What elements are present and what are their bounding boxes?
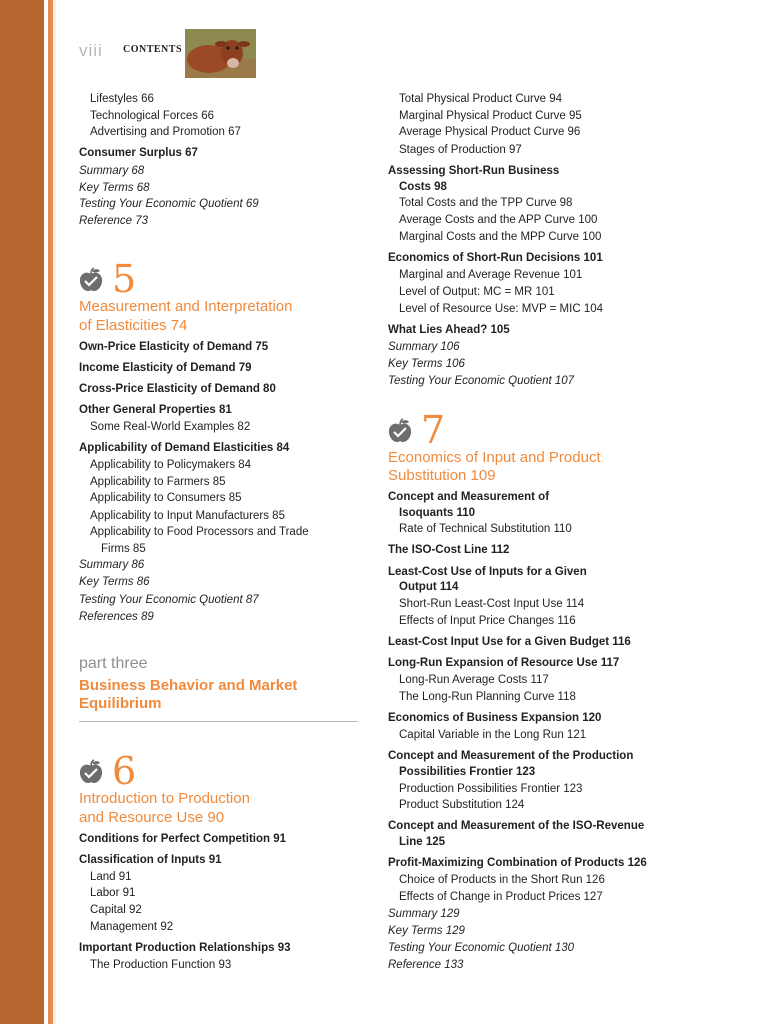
toc-entry: References 89 (79, 611, 154, 623)
toc-entry: Effects of Change in Product Prices 127 (399, 891, 603, 903)
chapter-5-title-line1: Measurement and Interpretation (79, 298, 293, 315)
toc-entry: Firms 85 (101, 543, 146, 555)
toc-entry: Technological Forces 66 (90, 110, 215, 122)
chapter-7-title-line2: Substitution 109 (388, 467, 496, 484)
toc-entry: Total Costs and the TPP Curve 98 (399, 197, 573, 209)
toc-entry: Advertising and Promotion 67 (90, 126, 241, 138)
toc-entry: Choice of Products in the Short Run 126 (399, 874, 605, 886)
toc-entry: Conditions for Perfect Competition 91 (79, 833, 287, 845)
toc-entry: Marginal Costs and the MPP Curve 100 (399, 231, 602, 243)
toc-entry: Cross-Price Elasticity of Demand 80 (79, 383, 276, 395)
toc-entry: Production Possibilities Frontier 123 (399, 783, 583, 795)
toc-entry: Land 91 (90, 871, 132, 883)
toc-entry: Capital Variable in the Long Run 121 (399, 729, 587, 741)
part-title-line2: Equilibrium (79, 695, 162, 712)
part-label: part three (79, 655, 148, 672)
toc-entry: Testing Your Economic Quotient 69 (79, 198, 259, 210)
toc-entry: Summary 68 (79, 165, 145, 177)
toc-entry: What Lies Ahead? 105 (388, 324, 510, 336)
chapter-7-title-line1: Economics of Input and Product (388, 449, 601, 466)
toc-entry: Assessing Short-Run Business (388, 165, 560, 177)
toc-entry: Applicability of Demand Elasticities 84 (79, 442, 290, 454)
toc-entry: Summary 129 (388, 908, 460, 920)
toc-entry: Marginal and Average Revenue 101 (399, 269, 583, 281)
toc-entry: Own-Price Elasticity of Demand 75 (79, 341, 269, 353)
toc-entry: Economics of Business Expansion 120 (388, 712, 602, 724)
page-number: viii (79, 41, 103, 60)
toc-entry: Economics of Short-Run Decisions 101 (388, 252, 603, 264)
toc-entry: Management 92 (90, 921, 174, 933)
apple-icon (79, 267, 103, 298)
toc-entry: Testing Your Economic Quotient 130 (388, 942, 575, 954)
chapter-6-number: 6 (112, 749, 137, 793)
toc-entry: The Long-Run Planning Curve 118 (399, 691, 576, 703)
toc-entry: Total Physical Product Curve 94 (399, 93, 562, 105)
toc-entry: Costs 98 (399, 181, 447, 193)
toc-entry: Level of Resource Use: MVP = MIC 104 (399, 303, 604, 315)
toc-entry: Income Elasticity of Demand 79 (79, 362, 252, 374)
toc-entry: Applicability to Consumers 85 (90, 492, 242, 504)
toc-entry: Stages of Production 97 (399, 144, 522, 156)
toc-entry: Marginal Physical Product Curve 95 (399, 110, 582, 122)
toc-entry: Level of Output: MC = MR 101 (399, 286, 555, 298)
toc-entry: Possibilities Frontier 123 (399, 766, 536, 778)
toc-entry: Applicability to Input Manufacturers 85 (90, 510, 285, 522)
toc-entry: Key Terms 86 (79, 576, 150, 588)
toc-entry: Key Terms 106 (388, 358, 465, 370)
toc-entry: Classification of Inputs 91 (79, 854, 222, 866)
chapter-5-number: 5 (112, 257, 137, 301)
toc-entry: Testing Your Economic Quotient 107 (388, 375, 575, 387)
toc-entry: Lifestyles 66 (90, 93, 154, 105)
toc-entry: Isoquants 110 (399, 507, 476, 519)
left-margin-stripe (0, 0, 44, 1024)
toc-entry: Other General Properties 81 (79, 404, 232, 416)
toc-entry: Consumer Surplus 67 (79, 147, 198, 159)
toc-entry: Key Terms 129 (388, 925, 465, 937)
toc-entry: Labor 91 (90, 887, 136, 899)
stripe-divider-2 (53, 0, 56, 1024)
toc-entry: Concept and Measurement of the Production (388, 750, 634, 762)
toc-entry: Key Terms 68 (79, 182, 150, 194)
apple-icon (388, 418, 412, 449)
toc-entry: Least-Cost Use of Inputs for a Given (388, 566, 587, 578)
toc-entry: Average Physical Product Curve 96 (399, 126, 581, 138)
part-title-line1: Business Behavior and Market (79, 677, 298, 694)
toc-entry: Long-Run Expansion of Resource Use 117 (388, 657, 620, 669)
toc-entry: Some Real-World Examples 82 (90, 421, 251, 433)
chapter-6-title-line2: and Resource Use 90 (79, 809, 225, 826)
toc-entry: Capital 92 (90, 904, 142, 916)
toc-entry: Testing Your Economic Quotient 87 (79, 594, 259, 606)
toc-entry: Important Production Relationships 93 (79, 942, 291, 954)
apple-icon (79, 759, 103, 790)
cow-photo (185, 29, 256, 78)
toc-entry: Long-Run Average Costs 117 (399, 674, 549, 686)
toc-entry: Concept and Measurement of the ISO-Revenue (388, 820, 645, 832)
toc-entry: Output 114 (399, 581, 459, 593)
chapter-5-title-line2: of Elasticities 74 (79, 317, 188, 334)
toc-entry: Summary 106 (388, 341, 460, 353)
toc-entry: Applicability to Farmers 85 (90, 476, 226, 488)
toc-entry: The ISO-Cost Line 112 (388, 544, 510, 556)
toc-entry: Profit-Maximizing Combination of Products 126 (388, 857, 647, 869)
toc-entry: Applicability to Policymakers 84 (90, 459, 252, 471)
toc-entry: Applicability to Food Processors and Trade (90, 526, 309, 538)
part-divider (79, 721, 358, 722)
header-label: CONTENTS (123, 44, 183, 55)
toc-entry: Product Substitution 124 (399, 799, 525, 811)
toc-entry: Average Costs and the APP Curve 100 (399, 214, 598, 226)
toc-entry: Least-Cost Input Use for a Given Budget 116 (388, 636, 631, 648)
chapter-6-title-line1: Introduction to Production (79, 790, 250, 807)
toc-entry: Reference 133 (388, 959, 464, 971)
toc-entry: Effects of Input Price Changes 116 (399, 615, 576, 627)
toc-entry: Rate of Technical Substitution 110 (399, 523, 572, 535)
chapter-7-number: 7 (421, 408, 446, 452)
toc-entry: Line 125 (399, 836, 446, 848)
toc-entry: Summary 86 (79, 559, 145, 571)
toc-entry: The Production Function 93 (90, 959, 232, 971)
toc-entry: Short-Run Least-Cost Input Use 114 (399, 598, 585, 610)
toc-entry: Reference 73 (79, 215, 149, 227)
toc-entry: Concept and Measurement of (388, 491, 550, 503)
